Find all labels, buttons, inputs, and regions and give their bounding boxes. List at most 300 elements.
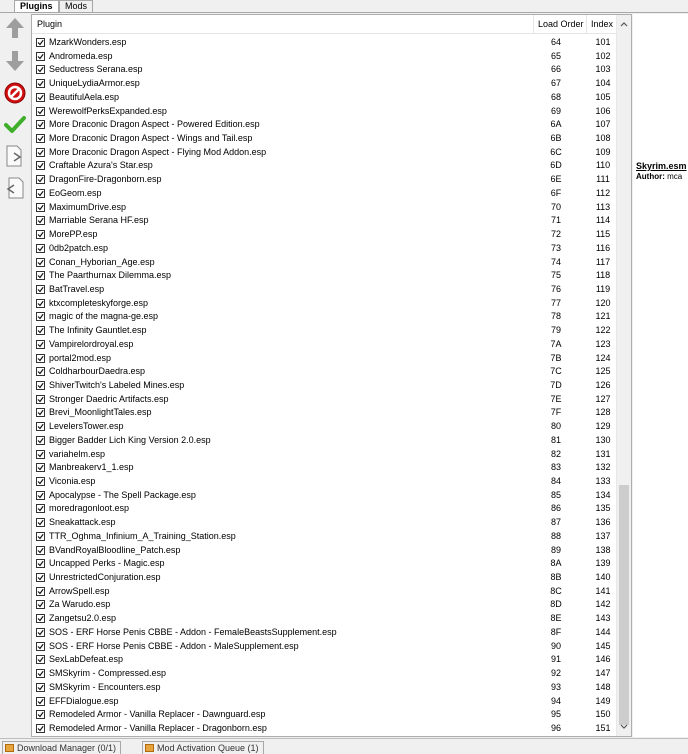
import-list-button[interactable] [2, 175, 28, 201]
plugin-enabled-checkbox[interactable] [36, 422, 45, 431]
plugin-name: portal2mod.esp [49, 352, 112, 363]
plugin-row[interactable] [32, 612, 618, 626]
checkbox-check-icon [37, 684, 44, 691]
plugin-row[interactable] [32, 310, 618, 324]
plugin-name: ColdharbourDaedra.esp [49, 366, 146, 377]
plugin-load-order: 67 [550, 78, 561, 89]
plugin-row[interactable] [32, 379, 618, 393]
plugin-info-pane [633, 14, 688, 737]
plugin-enabled-checkbox[interactable] [36, 312, 45, 321]
scrollbar-thumb[interactable] [619, 485, 629, 725]
plugin-enabled-checkbox[interactable] [36, 683, 45, 692]
plugin-name: Brevi_MoonlightTales.esp [49, 407, 152, 418]
plugin-enabled-checkbox[interactable] [36, 299, 45, 308]
plugin-load-order: 68 [550, 91, 561, 102]
plugin-load-order: 94 [550, 695, 561, 706]
plugin-row[interactable] [32, 653, 618, 667]
plugin-index: 111 [596, 174, 610, 185]
plugin-name: 0db2patch.esp [49, 242, 109, 253]
tab-mod-activation-queue-label: Mod Activation Queue (1) [157, 743, 259, 753]
plugin-name: Sneakattack.esp [49, 517, 116, 528]
plugin-row[interactable] [32, 626, 618, 640]
plugin-enabled-checkbox[interactable] [36, 107, 45, 116]
plugin-row[interactable] [32, 269, 618, 283]
column-header-plugin[interactable]: Plugin [37, 19, 63, 29]
plugin-row[interactable] [32, 352, 618, 366]
plugin-load-order: 76 [550, 283, 561, 294]
plugin-index: 127 [595, 393, 611, 404]
plugin-row[interactable] [32, 640, 618, 654]
checkbox-check-icon [37, 574, 44, 581]
plugin-load-order: 72 [550, 229, 561, 240]
plugin-name: Bigger Badder Lich King Version 2.0.esp [49, 434, 211, 445]
plugin-enabled-checkbox[interactable] [36, 120, 45, 129]
checkbox-check-icon [37, 437, 44, 444]
plugin-row[interactable] [32, 557, 618, 571]
plugin-load-order: 8D [550, 599, 562, 610]
checkbox-check-icon [37, 39, 44, 46]
plugin-name: LevelersTower.esp [49, 421, 124, 432]
chevron-up-icon [620, 21, 628, 27]
tab-download-manager-label: Download Manager (0/1) [17, 743, 117, 753]
plugin-enabled-checkbox[interactable] [36, 395, 45, 404]
plugin-name: EoGeom.esp [49, 187, 102, 198]
checkbox-check-icon [37, 601, 44, 608]
plugin-load-order: 78 [550, 311, 561, 322]
checkbox-check-icon [37, 670, 44, 677]
checkbox-check-icon [37, 464, 44, 471]
plugin-enabled-checkbox[interactable] [36, 326, 45, 335]
plugin-row[interactable] [32, 434, 618, 448]
plugin-load-order: 74 [550, 256, 561, 267]
plugin-name: BVandRoyalBloodline_Patch.esp [49, 544, 181, 555]
plugin-enabled-checkbox[interactable] [36, 546, 45, 555]
plugin-load-order: 7F [550, 407, 562, 418]
plugin-row[interactable] [32, 489, 618, 503]
plugin-row[interactable] [32, 448, 618, 462]
plugin-row[interactable] [32, 585, 618, 599]
author-value: mca [667, 172, 683, 181]
checkbox-check-icon [37, 725, 44, 732]
move-up-button[interactable] [2, 15, 28, 41]
plugin-name: MzarkWonders.esp [49, 37, 127, 47]
plugin-enabled-checkbox[interactable] [36, 559, 45, 568]
plugin-enabled-checkbox[interactable] [36, 491, 45, 500]
plugin-index: 137 [595, 530, 611, 541]
plugin-row[interactable] [32, 393, 618, 407]
plugin-enabled-checkbox[interactable] [36, 655, 45, 664]
disable-all-button[interactable] [2, 80, 28, 106]
vertical-scrollbar[interactable] [616, 15, 631, 736]
checkbox-check-icon [37, 272, 44, 279]
column-header-index[interactable]: Index [591, 19, 614, 29]
plugin-name: ArrowSpell.esp [49, 585, 110, 596]
plugin-index: 130 [595, 434, 611, 445]
plugin-load-order: 84 [550, 476, 561, 486]
plugin-name: Vampirelordroyal.esp [49, 338, 134, 349]
plugin-row[interactable] [32, 502, 618, 516]
plugin-index: 122 [595, 325, 611, 336]
plugin-name: SexLabDefeat.esp [49, 654, 124, 665]
plugin-row[interactable] [32, 530, 618, 544]
plugin-enabled-checkbox[interactable] [36, 244, 45, 253]
checkbox-check-icon [37, 643, 44, 650]
plugin-name: DragonFire-Dragonborn.esp [49, 174, 162, 185]
plugin-row[interactable] [32, 242, 618, 256]
plugin-index: 139 [595, 558, 611, 569]
plugin-name: Za Warudo.esp [49, 599, 111, 610]
plugin-enabled-checkbox[interactable] [36, 697, 45, 706]
plugin-enabled-checkbox[interactable] [36, 203, 45, 212]
plugin-name: BatTravel.esp [49, 283, 105, 294]
plugin-row[interactable] [32, 228, 618, 242]
plugin-row[interactable] [32, 681, 618, 695]
tab-download-manager[interactable] [2, 741, 121, 754]
checkbox-check-icon [37, 313, 44, 320]
plugin-row[interactable] [32, 50, 618, 64]
plugin-load-order: 75 [550, 270, 561, 281]
plugin-row[interactable] [32, 365, 618, 379]
plugin-load-order: 6C [550, 146, 562, 157]
plugin-load-order: 7B [550, 352, 562, 363]
plugin-author [636, 172, 682, 181]
plugin-name: SMSkyrim - Compressed.esp [49, 668, 167, 679]
plugin-enabled-checkbox[interactable] [36, 381, 45, 390]
plugin-index: 141 [595, 585, 611, 596]
download-manager-icon [5, 744, 14, 752]
plugin-index: 136 [595, 517, 611, 528]
plugin-index: 120 [595, 297, 611, 308]
plugin-name: More Draconic Dragon Aspect - Powered Edition.esp [49, 119, 260, 130]
plugin-index: 123 [595, 338, 611, 349]
plugin-index: 110 [595, 160, 611, 171]
plugin-row[interactable] [32, 324, 618, 338]
plugin-row[interactable] [32, 132, 618, 146]
plugin-index: 132 [595, 462, 611, 473]
plugin-row[interactable] [32, 77, 618, 91]
plugin-load-order: 7D [550, 379, 562, 390]
plugin-load-order: 66 [550, 64, 561, 75]
scroll-up-button[interactable] [617, 17, 631, 31]
plugin-load-order: 96 [550, 722, 561, 733]
plugin-name: Viconia.esp [49, 476, 96, 486]
plugin-load-order: 6E [550, 174, 562, 185]
plugin-index: 118 [595, 270, 611, 281]
checkbox-check-icon [37, 711, 44, 718]
plugin-index: 116 [595, 242, 611, 253]
plugin-row[interactable] [32, 516, 618, 530]
plugin-name: Andromeda.esp [49, 50, 113, 61]
plugin-name: Conan_Hyborian_Age.esp [49, 256, 155, 267]
checkbox-check-icon [37, 478, 44, 485]
plugin-index: 119 [595, 283, 611, 294]
checkbox-check-icon [37, 547, 44, 554]
plugin-enabled-checkbox[interactable] [36, 93, 45, 102]
plugin-load-order: 8E [550, 613, 562, 624]
plugin-index: 113 [595, 201, 611, 212]
plugin-load-order: 91 [550, 654, 561, 665]
plugin-row[interactable] [32, 297, 618, 311]
plugin-row[interactable] [32, 105, 618, 119]
plugin-enabled-checkbox[interactable] [36, 285, 45, 294]
plugin-load-order: 71 [550, 215, 561, 226]
checkbox-check-icon [37, 53, 44, 60]
plugin-row[interactable] [32, 667, 618, 681]
move-down-button[interactable] [2, 48, 28, 74]
plugin-index: 102 [595, 50, 611, 61]
plugin-enabled-checkbox[interactable] [36, 258, 45, 267]
plugin-enabled-checkbox[interactable] [36, 408, 45, 417]
plugin-enabled-checkbox[interactable] [36, 642, 45, 651]
plugin-enabled-checkbox[interactable] [36, 477, 45, 486]
plugin-list [31, 14, 632, 737]
plugin-index: 149 [595, 695, 611, 706]
checkbox-check-icon [37, 423, 44, 430]
plugin-enabled-checkbox[interactable] [36, 148, 45, 157]
activation-queue-icon [145, 744, 154, 752]
plugin-enabled-checkbox[interactable] [36, 65, 45, 74]
plugin-enabled-checkbox[interactable] [36, 271, 45, 280]
plugin-index: 138 [595, 544, 611, 555]
plugin-row[interactable] [32, 36, 618, 50]
plugin-name: SOS - ERF Horse Penis CBBE - Addon - FemaleBeastsSupplement.esp [49, 626, 337, 637]
plugin-index: 140 [595, 572, 611, 583]
checkbox-check-icon [37, 615, 44, 622]
plugin-index: 144 [595, 626, 611, 637]
checkbox-check-icon [37, 341, 44, 348]
plugin-enabled-checkbox[interactable] [36, 52, 45, 61]
checkbox-check-icon [37, 190, 44, 197]
checkbox-check-icon [37, 355, 44, 362]
checkbox-check-icon [37, 66, 44, 73]
plugin-load-order: 8F [550, 626, 562, 637]
checkbox-check-icon [37, 245, 44, 252]
plugin-row[interactable] [32, 338, 618, 352]
checkbox-check-icon [37, 135, 44, 142]
plugin-enabled-checkbox[interactable] [36, 79, 45, 88]
plugin-name: WerewolfPerksExpanded.esp [49, 105, 167, 116]
plugin-load-order: 92 [550, 668, 561, 679]
column-separator[interactable] [533, 15, 534, 33]
plugin-row[interactable] [32, 187, 618, 201]
plugin-index: 115 [595, 229, 611, 240]
plugin-enabled-checkbox[interactable] [36, 367, 45, 376]
column-separator[interactable] [586, 15, 587, 33]
plugin-name: UnrestrictedConjuration.esp [49, 572, 161, 583]
plugin-row[interactable] [32, 571, 618, 585]
export-list-button[interactable] [2, 143, 28, 169]
plugin-enabled-checkbox[interactable] [36, 189, 45, 198]
plugin-enabled-checkbox[interactable] [36, 134, 45, 143]
plugin-enabled-checkbox[interactable] [36, 532, 45, 541]
checkbox-check-icon [37, 149, 44, 156]
plugin-row[interactable] [32, 695, 618, 709]
plugin-enabled-checkbox[interactable] [36, 573, 45, 582]
plugin-row[interactable] [32, 283, 618, 297]
plugin-enabled-checkbox[interactable] [36, 518, 45, 527]
forbidden-icon [4, 82, 26, 104]
plugin-row[interactable] [32, 475, 618, 489]
plugin-row[interactable] [32, 544, 618, 558]
plugin-name: variahelm.esp [49, 448, 106, 459]
checkbox-check-icon [37, 382, 44, 389]
plugin-enabled-checkbox[interactable] [36, 724, 45, 733]
plugin-enabled-checkbox[interactable] [36, 669, 45, 678]
plugin-name: TTR_Oghma_Infinium_A_Training_Station.esp [49, 530, 236, 541]
plugin-row[interactable] [32, 708, 618, 722]
plugin-row[interactable] [32, 91, 618, 105]
checkbox-check-icon [37, 162, 44, 169]
plugin-name: SMSkyrim - Encounters.esp [49, 681, 161, 692]
plugin-index: 109 [595, 146, 611, 157]
plugin-index: 126 [595, 379, 611, 390]
plugin-row[interactable] [32, 722, 618, 736]
plugin-name: The Paarthurnax Dilemma.esp [49, 270, 172, 281]
checkbox-check-icon [37, 451, 44, 458]
plugin-load-order: 8C [550, 585, 562, 596]
checkbox-check-icon [37, 629, 44, 636]
document-export-icon [4, 144, 26, 168]
checkbox-check-icon [37, 409, 44, 416]
checkbox-check-icon [37, 396, 44, 403]
plugin-name: Marriable Serana HF.esp [49, 215, 149, 226]
plugin-index: 105 [595, 91, 611, 102]
plugin-name: Zangetsu2.0.esp [49, 613, 117, 624]
plugin-row[interactable] [32, 406, 618, 420]
plugin-enabled-checkbox[interactable] [36, 230, 45, 239]
plugin-index: 104 [595, 78, 611, 89]
plugin-list-header [32, 15, 618, 34]
plugin-index: 143 [595, 613, 611, 624]
plugin-index: 117 [595, 256, 611, 267]
plugin-name: Craftable Azura's Star.esp [49, 160, 153, 171]
plugin-index: 103 [595, 64, 611, 75]
plugin-load-order: 7C [550, 366, 562, 377]
plugin-index: 108 [595, 133, 611, 144]
checkbox-check-icon [37, 588, 44, 595]
plugin-index: 128 [595, 407, 611, 418]
plugin-load-order: 90 [550, 640, 561, 651]
chevron-down-icon [620, 724, 628, 730]
plugin-name: Seductress Serana.esp [49, 64, 143, 75]
plugin-load-order: 69 [550, 105, 561, 116]
plugin-load-order: 86 [550, 503, 561, 514]
plugin-enabled-checkbox[interactable] [36, 587, 45, 596]
tab-mods[interactable]: Mods [59, 0, 93, 12]
checkbox-check-icon [37, 176, 44, 183]
selected-plugin-name[interactable]: Skyrim.esm [636, 161, 687, 171]
plugin-toolbar [0, 13, 31, 735]
plugin-load-order: 64 [550, 37, 561, 47]
plugin-enabled-checkbox[interactable] [36, 710, 45, 719]
plugin-name: magic of the magna-ge.esp [49, 311, 159, 322]
plugin-load-order: 87 [550, 517, 561, 528]
plugin-load-order: 6F [550, 187, 562, 198]
plugin-name: More Draconic Dragon Aspect - Wings and Tail.esp [49, 133, 253, 144]
plugin-load-order: 65 [550, 50, 561, 61]
plugin-row[interactable] [32, 159, 618, 173]
plugin-enabled-checkbox[interactable] [36, 450, 45, 459]
plugin-load-order: 70 [550, 201, 561, 212]
scroll-down-button[interactable] [617, 720, 631, 734]
checkbox-check-icon [37, 217, 44, 224]
plugin-enabled-checkbox[interactable] [36, 175, 45, 184]
plugin-name: Remodeled Armor - Vanilla Replacer - Dawnguard.esp [49, 709, 266, 720]
plugin-name: UniqueLydiaArmor.esp [49, 78, 140, 89]
checkbox-check-icon [37, 300, 44, 307]
plugin-load-order: 89 [550, 544, 561, 555]
plugin-enabled-checkbox[interactable] [36, 614, 45, 623]
plugin-name: moredragonloot.esp [49, 503, 130, 514]
plugin-load-order: 8A [550, 558, 562, 569]
plugin-index: 106 [595, 105, 611, 116]
plugin-row[interactable] [32, 214, 618, 228]
plugin-row[interactable] [32, 118, 618, 132]
plugin-name: MaximumDrive.esp [49, 201, 127, 212]
plugin-enabled-checkbox[interactable] [36, 600, 45, 609]
plugin-enabled-checkbox[interactable] [36, 38, 45, 47]
author-label: Author: [636, 172, 665, 181]
plugin-load-order: 95 [550, 709, 561, 720]
checkbox-check-icon [37, 505, 44, 512]
plugin-name: BeautifulAela.esp [49, 91, 120, 102]
plugin-enabled-checkbox[interactable] [36, 463, 45, 472]
plugin-row[interactable] [32, 63, 618, 77]
plugin-name: Stronger Daedric Artifacts.esp [49, 393, 169, 404]
plugin-enabled-checkbox[interactable] [36, 628, 45, 637]
plugin-row[interactable] [32, 256, 618, 270]
checkbox-check-icon [37, 327, 44, 334]
plugin-name: ShiverTwitch's Labeled Mines.esp [49, 379, 185, 390]
plugin-name: Apocalypse - The Spell Package.esp [49, 489, 196, 500]
plugin-enabled-checkbox[interactable] [36, 436, 45, 445]
plugin-enabled-checkbox[interactable] [36, 340, 45, 349]
plugin-index: 133 [595, 476, 611, 486]
checkbox-check-icon [37, 121, 44, 128]
plugin-enabled-checkbox[interactable] [36, 216, 45, 225]
plugin-row[interactable] [32, 420, 618, 434]
plugin-row[interactable] [32, 201, 618, 215]
plugin-name: Remodeled Armor - Vanilla Replacer - Dragonborn.esp [49, 722, 267, 733]
plugin-name: EFFDialogue.esp [49, 695, 119, 706]
plugin-load-order: 80 [550, 421, 561, 432]
plugin-load-order: 82 [550, 448, 561, 459]
column-header-load-order[interactable]: Load Order [538, 19, 584, 29]
checkbox-check-icon [37, 533, 44, 540]
plugin-row[interactable] [32, 173, 618, 187]
checkbox-check-icon [37, 698, 44, 705]
plugin-name: More Draconic Dragon Aspect - Flying Mod Addon.esp [49, 146, 267, 157]
enable-all-button[interactable] [2, 112, 28, 138]
plugin-row[interactable] [32, 146, 618, 160]
checkbox-check-icon [37, 519, 44, 526]
plugin-index: 129 [595, 421, 611, 432]
checkbox-check-icon [37, 492, 44, 499]
tab-mod-activation-queue[interactable] [142, 741, 264, 754]
plugin-index: 125 [595, 366, 611, 377]
plugin-index: 101 [595, 37, 611, 47]
plugin-enabled-checkbox[interactable] [36, 161, 45, 170]
plugin-index: 107 [595, 119, 611, 130]
plugin-row[interactable] [32, 598, 618, 612]
plugin-index: 146 [595, 654, 611, 665]
tab-plugins[interactable]: Plugins [14, 0, 59, 13]
plugin-enabled-checkbox[interactable] [36, 354, 45, 363]
plugin-enabled-checkbox[interactable] [36, 504, 45, 513]
plugin-row[interactable] [32, 461, 618, 475]
plugin-name: SOS - ERF Horse Penis CBBE - Addon - MaleSupplement.esp [49, 640, 299, 651]
plugin-name: Manbreakerv1_1.esp [49, 462, 134, 473]
